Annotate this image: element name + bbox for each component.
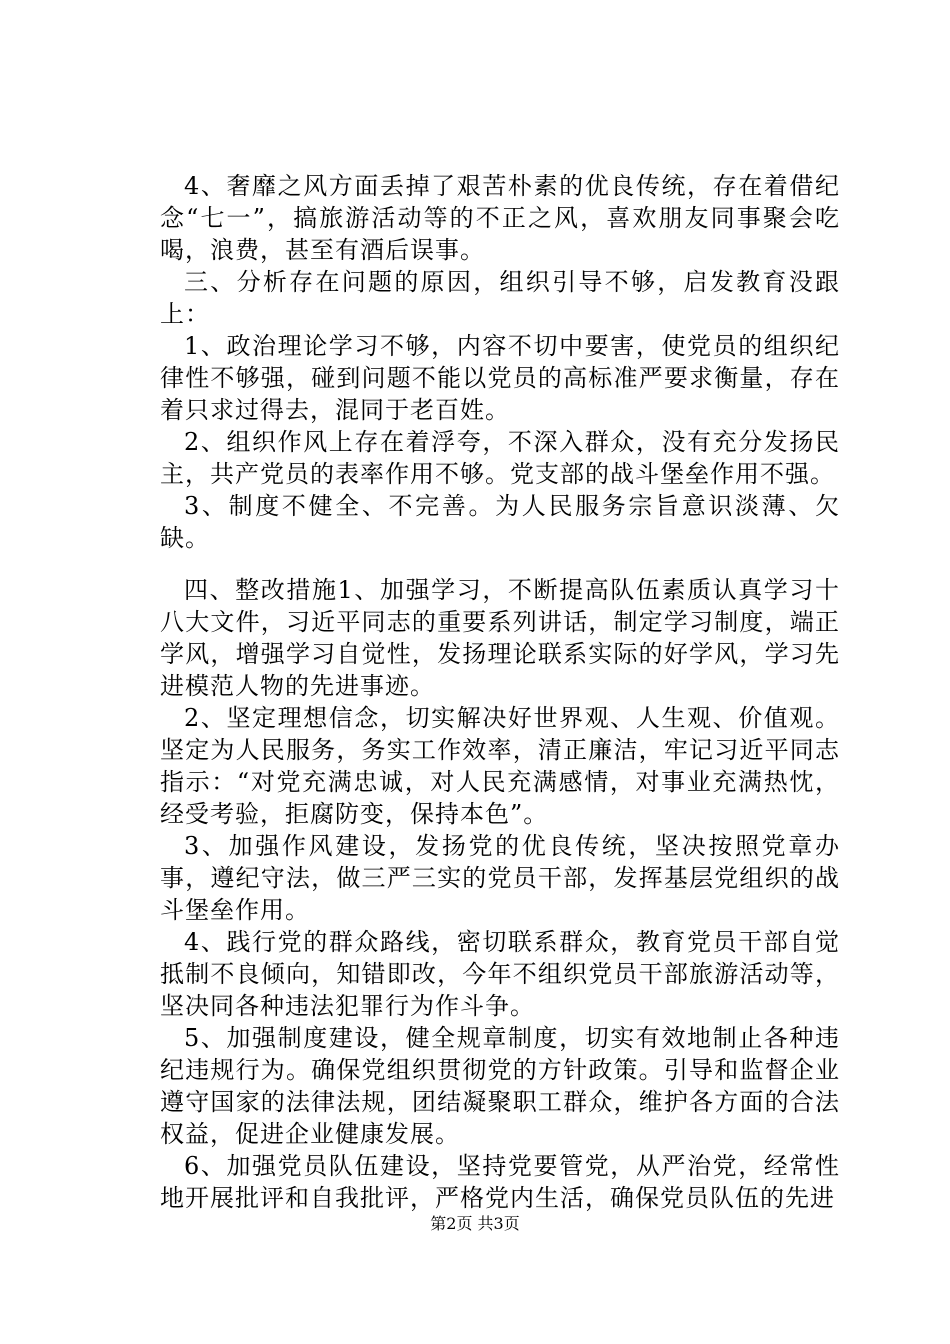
paragraph-cause-2: 2、组织作风上存在着浮夸，不深入群众，没有充分发扬民主，共产党员的表率作用不够。党支部的战斗堡垒作用不强。 xyxy=(160,428,840,488)
paragraph-cause-1: 1、政治理论学习不够，内容不切中要害，使党员的组织纪律性不够强，碰到问题不能以党员的高标准严要求衡量，存在着只求过得去，混同于老百姓。 xyxy=(160,332,840,424)
paragraph-measure-5: 5、加强制度建设，健全规章制度，切实有效地制止各种违纪违规行为。确保党组织贯彻党的方针政策。引导和监督企业遵守国家的法律法规，团结凝聚职工群众，维护各方面的合法权益，促进企业健康发展。 xyxy=(160,1024,840,1148)
paragraph-measure-4: 4、践行党的群众路线，密切联系群众，教育党员干部自觉抵制不良倾向，知错即改，今年不组织党员干部旅游活动等，坚决同各种违法犯罪行为作斗争。 xyxy=(160,928,840,1020)
paragraph-extravagance-issue: 4、奢靡之风方面丢掉了艰苦朴素的优良传统，存在着借纪念“七一”，搞旅游活动等的不正之风，喜欢朋友同事聚会吃喝，浪费，甚至有酒后误事。 xyxy=(160,172,840,264)
paragraph-measure-2: 2、坚定理想信念，切实解决好世界观、人生观、价值观。坚定为人民服务，务实工作效率，清正廉洁，牢记习近平同志指示：“对党充满忠诚，对人民充满感情，对事业充满热忱，经受考验，拒腐防变，保持本色”。 xyxy=(160,704,840,828)
page-footer: 第2页 共3页 xyxy=(430,1214,520,1233)
paragraph-section-four-measure-1: 四、整改措施1、加强学习，不断提高队伍素质认真学习十八大文件，习近平同志的重要系列讲话，制定学习制度，端正学风，增强学习自觉性，发扬理论联系实际的好学风，学习先进模范人物的先进事迹。 xyxy=(160,576,840,700)
document-body xyxy=(160,170,840,1214)
paragraph-section-three-heading: 三、分析存在问题的原因，组织引导不够，启发教育没跟上： xyxy=(160,268,840,328)
paragraph-measure-3: 3、加强作风建设，发扬党的优良传统，坚决按照党章办事，遵纪守法，做三严三实的党员干部，发挥基层党组织的战斗堡垒作用。 xyxy=(160,832,840,924)
paragraph-cause-3: 3、制度不健全、不完善。为人民服务宗旨意识淡薄、欠缺。 xyxy=(160,492,840,552)
paragraph-measure-6: 6、加强党员队伍建设，坚持党要管党，从严治党，经常性地开展批评和自我批评，严格党内生活，确保党员队伍的先进 xyxy=(160,1152,840,1212)
